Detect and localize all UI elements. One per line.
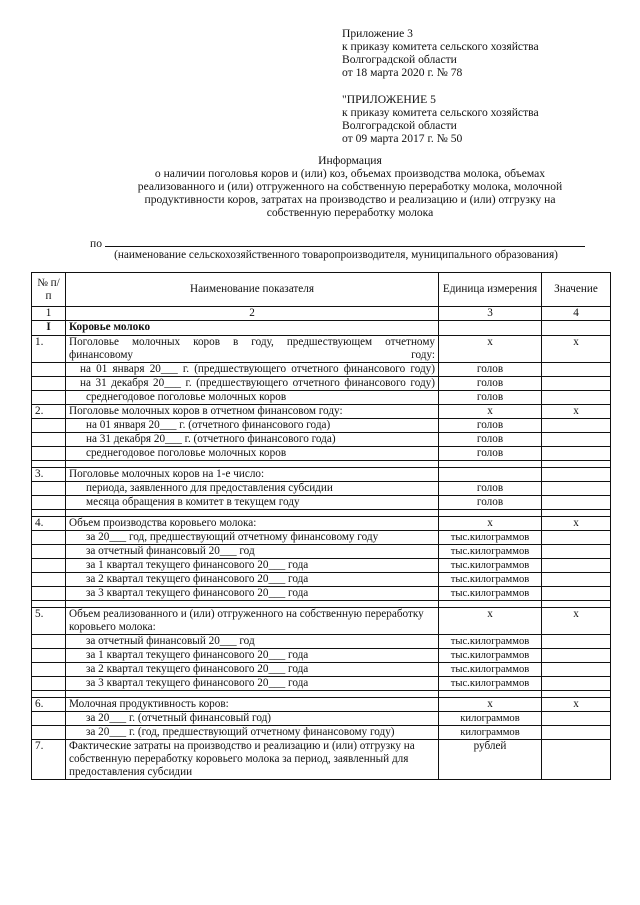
table-row — [32, 405, 611, 419]
header-value: Значение — [542, 273, 611, 307]
table-row — [32, 517, 611, 531]
row-name: за 20___ год, предшествующий отчетному финансовому году — [66, 531, 439, 545]
title-line: реализованного и (или) отгруженного на собственную переработку молока, молочной — [137, 180, 563, 193]
row-name: за 20___ г. (отчетный финансовый год) — [66, 712, 439, 726]
row-value-input[interactable] — [542, 573, 611, 587]
column-number-row — [32, 307, 611, 321]
row-value-input[interactable] — [542, 363, 611, 377]
row-name: на 01 января 20___ г. (отчетного финансового года) — [66, 419, 439, 433]
row-value-input[interactable] — [542, 496, 611, 510]
row-num: 3. — [32, 468, 66, 482]
table-row — [32, 663, 611, 677]
row-unit: х — [439, 608, 542, 635]
header-unit: Единица измерения — [439, 273, 542, 307]
row-name: за отчетный финансовый 20___ год — [66, 635, 439, 649]
row-unit: х — [439, 405, 542, 419]
table-row — [32, 635, 611, 649]
empty-cell — [439, 468, 542, 482]
row-unit: х — [439, 517, 542, 531]
title-line: собственную переработку молока — [266, 206, 434, 219]
empty-cell — [542, 321, 611, 336]
row-value-input[interactable] — [542, 649, 611, 663]
header2-line: к приказу комитета сельского хозяйства — [342, 106, 539, 119]
row-name: среднегодовое поголовье молочных коров — [66, 391, 439, 405]
row-value-input[interactable] — [542, 635, 611, 649]
col-number: 1 — [32, 307, 66, 321]
row-num — [32, 482, 66, 496]
table-row — [32, 468, 611, 482]
row-unit: тыс.килограммов — [439, 587, 542, 601]
row-num — [32, 545, 66, 559]
row-name: за 3 квартал текущего финансового 20___ года — [66, 677, 439, 691]
row-num — [32, 559, 66, 573]
row-num — [32, 433, 66, 447]
header2-line: от 09 марта 2017 г. № 50 — [342, 132, 463, 145]
row-unit: килограммов — [439, 712, 542, 726]
header2-line: "ПРИЛОЖЕНИЕ 5 — [342, 93, 436, 106]
header-num: № п/п — [32, 273, 66, 307]
row-value-input[interactable] — [542, 677, 611, 691]
col-number: 2 — [66, 307, 439, 321]
row-value-input[interactable] — [542, 545, 611, 559]
title-line: Информация — [318, 154, 382, 167]
row-unit: х — [439, 698, 542, 712]
row-value-input[interactable] — [542, 447, 611, 461]
row-name: на 01 января 20___ г. (предшествующего отчетного финансового году) — [66, 363, 439, 377]
spacer-row — [32, 601, 611, 608]
empty-cell — [542, 468, 611, 482]
row-num — [32, 712, 66, 726]
row-num — [32, 391, 66, 405]
indicators-table — [31, 272, 611, 780]
table-row — [32, 712, 611, 726]
row-name: Поголовье молочных коров в году, предшествующем отчетному финансовому году: — [66, 336, 439, 363]
table-row — [32, 496, 611, 510]
spacer-row — [32, 461, 611, 468]
row-name: за 2 квартал текущего финансового 20___ года — [66, 573, 439, 587]
row-name: Поголовье молочных коров на 1-е число: — [66, 468, 439, 482]
document-title — [60, 154, 640, 219]
row-num — [32, 663, 66, 677]
row-unit: голов — [439, 391, 542, 405]
row-unit: тыс.килограммов — [439, 573, 542, 587]
spacer-row — [32, 510, 611, 517]
row-num — [32, 587, 66, 601]
table-row — [32, 573, 611, 587]
table-row — [32, 391, 611, 405]
title-line: о наличии поголовья коров и (или) коз, объемах производства молока, объемах — [154, 167, 546, 180]
row-name: месяца обращения в комитет в текущем году — [66, 496, 439, 510]
table-row — [32, 433, 611, 447]
row-value-input[interactable] — [542, 377, 611, 391]
producer-name-line — [90, 235, 585, 250]
row-name: Объем реализованного и (или) отгруженного на собственную переработку коровьего молока: — [66, 608, 439, 635]
row-unit: голов — [439, 482, 542, 496]
row-name: за 3 квартал текущего финансового 20___ года — [66, 587, 439, 601]
row-unit: голов — [439, 447, 542, 461]
header-name: Наименование показателя — [66, 273, 439, 307]
row-num — [32, 726, 66, 740]
row-value-input[interactable] — [542, 559, 611, 573]
header1-line: Приложение 3 — [342, 27, 413, 40]
table-row — [32, 482, 611, 496]
spacer-row — [32, 691, 611, 698]
row-unit: тыс.килограммов — [439, 531, 542, 545]
row-name: периода, заявленного для предоставления субсидии — [66, 482, 439, 496]
row-num — [32, 649, 66, 663]
row-num: 7. — [32, 740, 66, 780]
header1-line: от 18 марта 2020 г. № 78 — [342, 66, 463, 79]
table-row — [32, 531, 611, 545]
row-name: за 2 квартал текущего финансового 20___ года — [66, 663, 439, 677]
row-value-input[interactable] — [542, 419, 611, 433]
col-number: 3 — [439, 307, 542, 321]
row-num — [32, 635, 66, 649]
row-name: на 31 декабря 20___ г. (предшествующего отчетного финансового году) — [66, 377, 439, 391]
table-row — [32, 363, 611, 377]
row-name: Поголовье молочных коров в отчетном финансовом году: — [66, 405, 439, 419]
section-row — [32, 321, 611, 336]
row-value-input[interactable] — [542, 726, 611, 740]
table-header-row — [32, 273, 611, 307]
row-unit: тыс.килограммов — [439, 545, 542, 559]
table-row — [32, 677, 611, 691]
header1-line: к приказу комитета сельского хозяйства — [342, 40, 539, 53]
row-unit: килограммов — [439, 726, 542, 740]
row-unit: тыс.килограммов — [439, 663, 542, 677]
row-value-input[interactable] — [542, 663, 611, 677]
table-row — [32, 336, 611, 363]
row-value-input[interactable] — [542, 740, 611, 780]
row-name: на 31 декабря 20___ г. (отчетного финансового года) — [66, 433, 439, 447]
row-value-input[interactable] — [542, 433, 611, 447]
row-num: 5. — [32, 608, 66, 635]
table-row — [32, 587, 611, 601]
row-name: Молочная продуктивность коров: — [66, 698, 439, 712]
row-num — [32, 573, 66, 587]
row-unit: х — [439, 336, 542, 363]
empty-cell — [439, 321, 542, 336]
row-unit: тыс.килограммов — [439, 559, 542, 573]
row-num — [32, 496, 66, 510]
row-name: Объем производства коровьего молока: — [66, 517, 439, 531]
row-num: 1. — [32, 336, 66, 363]
row-num: 2. — [32, 405, 66, 419]
row-name: за 1 квартал текущего финансового 20___ года — [66, 559, 439, 573]
row-num — [32, 447, 66, 461]
approval-header-1 — [342, 27, 539, 79]
row-value: х — [542, 405, 611, 419]
row-value-input[interactable] — [542, 587, 611, 601]
row-num — [32, 531, 66, 545]
row-num: 6. — [32, 698, 66, 712]
row-name: за 20___ г. (год, предшествующий отчетному финансовому году) — [66, 726, 439, 740]
row-value: х — [542, 517, 611, 531]
approval-header-2 — [342, 93, 539, 145]
table-row — [32, 698, 611, 712]
col-number: 4 — [542, 307, 611, 321]
header2-line: Волгоградской области — [342, 119, 457, 132]
table-row — [32, 608, 611, 635]
row-value-input[interactable] — [542, 712, 611, 726]
table-row — [32, 377, 611, 391]
row-unit: рублей — [439, 740, 542, 780]
table-row — [32, 447, 611, 461]
row-value-input[interactable] — [542, 531, 611, 545]
section-name: Коровье молоко — [66, 321, 439, 336]
table-row — [32, 559, 611, 573]
row-num — [32, 363, 66, 377]
producer-name-field[interactable] — [105, 235, 585, 247]
row-num: 4. — [32, 517, 66, 531]
table-row — [32, 419, 611, 433]
row-value-input[interactable] — [542, 482, 611, 496]
row-unit: голов — [439, 377, 542, 391]
row-unit: голов — [439, 419, 542, 433]
row-unit: тыс.килограммов — [439, 677, 542, 691]
row-value-input[interactable] — [542, 391, 611, 405]
row-name: за отчетный финансовый 20___ год — [66, 545, 439, 559]
row-name: за 1 квартал текущего финансового 20___ года — [66, 649, 439, 663]
section-num: I — [32, 321, 66, 336]
row-unit: тыс.килограммов — [439, 635, 542, 649]
row-value: х — [542, 336, 611, 363]
row-unit: голов — [439, 363, 542, 377]
row-unit: тыс.килограммов — [439, 649, 542, 663]
table-row — [32, 545, 611, 559]
po-label: по — [90, 237, 103, 250]
row-num — [32, 377, 66, 391]
row-name: Фактические затраты на производство и реализацию и (или) отгрузку на собственную переработку коровьего молока за период, заявленный для предоставления субсидии — [66, 740, 439, 780]
table-row — [32, 649, 611, 663]
row-num — [32, 677, 66, 691]
table-row — [32, 740, 611, 780]
row-num — [32, 419, 66, 433]
row-unit: голов — [439, 433, 542, 447]
producer-name-caption: (наименование сельскохозяйственного товаропроизводителя, муниципального образования) — [114, 249, 558, 261]
header1-line: Волгоградской области — [342, 53, 457, 66]
row-unit: голов — [439, 496, 542, 510]
title-line: продуктивности коров, затратах на производство и реализацию и (или) отгрузку на — [144, 193, 556, 206]
row-value: х — [542, 698, 611, 712]
table-row — [32, 726, 611, 740]
row-value: х — [542, 608, 611, 635]
row-name: среднегодовое поголовье молочных коров — [66, 447, 439, 461]
